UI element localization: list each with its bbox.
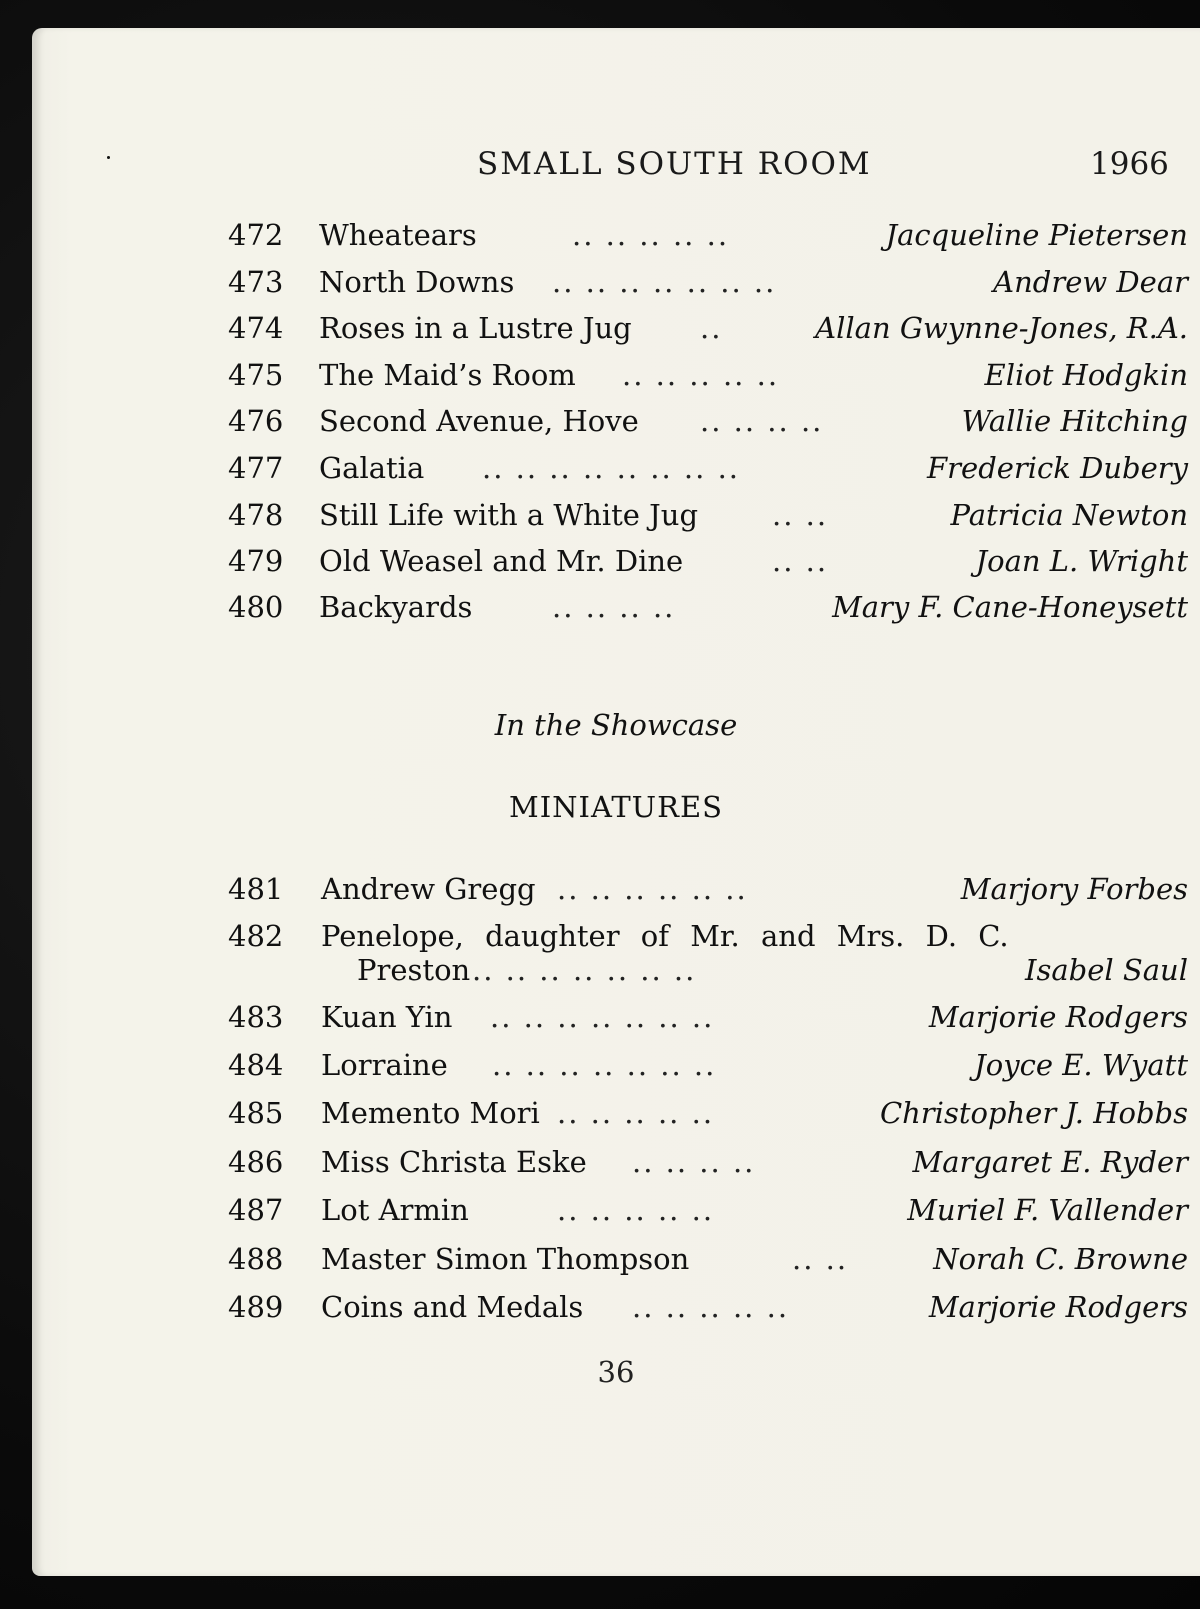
entry-number: 482 bbox=[228, 919, 284, 953]
entry-title: Penelope, daughter of Mr. and Mrs. D. C. bbox=[321, 919, 1009, 953]
catalogue-entry bbox=[32, 404, 1200, 448]
entry-number: 473 bbox=[228, 265, 284, 299]
entry-number: 480 bbox=[228, 590, 284, 624]
catalogue-entry bbox=[32, 451, 1200, 495]
section-heading: MINIATURES bbox=[509, 790, 723, 824]
catalogue-entry bbox=[32, 1048, 1200, 1092]
catalogue-entry bbox=[32, 498, 1200, 542]
entry-title: Roses in a Lustre Jug bbox=[319, 311, 632, 345]
leader-dots: .. .. .. .. .. .. .. bbox=[490, 1000, 715, 1034]
entry-title: Coins and Medals bbox=[321, 1290, 584, 1324]
entry-artist: Mary F. Cane-Honeysett bbox=[832, 590, 1188, 624]
catalogue-entry bbox=[32, 1193, 1200, 1237]
catalogue-entry bbox=[32, 358, 1200, 402]
entry-number: 489 bbox=[228, 1290, 284, 1324]
catalogue-entry bbox=[32, 1000, 1200, 1044]
entry-artist: Christopher J. Hobbs bbox=[879, 1096, 1188, 1130]
entry-title: Backyards bbox=[319, 590, 473, 624]
page-number: 36 bbox=[597, 1355, 635, 1389]
entry-artist: Joyce E. Wyatt bbox=[974, 1048, 1188, 1082]
leader-dots: .. .. bbox=[772, 544, 829, 578]
room-title: SMALL SOUTH ROOM bbox=[477, 146, 872, 182]
catalogue-entry bbox=[32, 1242, 1200, 1286]
entry-number: 474 bbox=[228, 311, 284, 345]
leader-dots: .. .. .. .. bbox=[700, 404, 824, 438]
entry-number: 475 bbox=[228, 358, 284, 392]
catalogue-entry bbox=[32, 1145, 1200, 1189]
entry-number: 476 bbox=[228, 404, 284, 438]
entry-title: Memento Mori bbox=[321, 1096, 540, 1130]
leader-dots: .. .. bbox=[792, 1242, 849, 1276]
entry-artist: Patricia Newton bbox=[950, 498, 1188, 532]
entry-artist: Muriel F. Vallender bbox=[907, 1193, 1188, 1227]
entry-number: 479 bbox=[228, 544, 284, 578]
entry-artist: Isabel Saul bbox=[1025, 953, 1188, 987]
entry-number: 484 bbox=[228, 1048, 284, 1082]
entry-number: 472 bbox=[228, 218, 284, 252]
entry-title: Lot Armin bbox=[321, 1193, 469, 1227]
entry-number: 478 bbox=[228, 498, 284, 532]
entry-artist: Andrew Dear bbox=[993, 265, 1188, 299]
speck-mark bbox=[107, 156, 110, 159]
entry-number: 486 bbox=[228, 1145, 284, 1179]
entry-title: Still Life with a White Jug bbox=[319, 498, 699, 532]
catalogue-entry bbox=[32, 590, 1200, 634]
leader-dots: .. .. .. .. .. bbox=[557, 1096, 715, 1130]
catalogue-entry bbox=[32, 265, 1200, 309]
catalogue-entry bbox=[32, 1096, 1200, 1140]
entry-title: Second Avenue, Hove bbox=[319, 404, 639, 438]
leader-dots: .. .. .. .. .. .. .. .. bbox=[482, 451, 741, 485]
catalogue-entry bbox=[32, 311, 1200, 355]
leader-dots: .. .. .. .. .. .. .. bbox=[492, 1048, 717, 1082]
leader-dots: .. .. .. .. .. bbox=[622, 358, 780, 392]
entry-artist: Norah C. Browne bbox=[933, 1242, 1188, 1276]
entry-artist: Marjorie Rodgers bbox=[928, 1000, 1188, 1034]
entry-artist: Wallie Hitching bbox=[961, 404, 1188, 438]
catalogue-entry-continued bbox=[32, 953, 1200, 997]
entry-artist: Joan L. Wright bbox=[975, 544, 1188, 578]
catalogue-entry bbox=[32, 1290, 1200, 1334]
entry-number: 485 bbox=[228, 1096, 284, 1130]
entry-artist: Frederick Dubery bbox=[927, 451, 1188, 485]
leader-dots: .. .. .. .. bbox=[632, 1145, 756, 1179]
entry-number: 488 bbox=[228, 1242, 284, 1276]
leader-dots: .. .. .. .. .. bbox=[572, 218, 730, 252]
entry-title: Galatia bbox=[319, 451, 425, 485]
entry-title: Andrew Gregg bbox=[321, 872, 536, 906]
entry-artist: Marjorie Rodgers bbox=[928, 1290, 1188, 1324]
entry-artist: Eliot Hodgkin bbox=[984, 358, 1188, 392]
entry-title: North Downs bbox=[319, 265, 515, 299]
leader-dots: .. .. .. .. .. .. .. bbox=[472, 953, 697, 987]
leader-dots: .. bbox=[700, 311, 723, 345]
entry-number: 477 bbox=[228, 451, 284, 485]
leader-dots: .. .. .. .. .. bbox=[632, 1290, 790, 1324]
entry-artist: Margaret E. Ryder bbox=[912, 1145, 1188, 1179]
entry-artist: Marjory Forbes bbox=[960, 872, 1188, 906]
entry-title: The Maid’s Room bbox=[319, 358, 576, 392]
year-label: 1966 bbox=[1090, 146, 1169, 182]
entry-number: 487 bbox=[228, 1193, 284, 1227]
entry-title: Wheatears bbox=[319, 218, 477, 252]
entry-artist: Jacqueline Pietersen bbox=[885, 218, 1188, 252]
entry-number: 481 bbox=[228, 872, 284, 906]
leader-dots: .. .. .. .. bbox=[552, 590, 676, 624]
entry-number: 483 bbox=[228, 1000, 284, 1034]
entry-title: Master Simon Thompson bbox=[321, 1242, 690, 1276]
entry-title-continued: Preston bbox=[357, 953, 471, 987]
leader-dots: .. .. bbox=[772, 498, 829, 532]
entry-title: Lorraine bbox=[321, 1048, 448, 1082]
showcase-heading: In the Showcase bbox=[494, 708, 738, 742]
catalogue-page bbox=[32, 28, 1200, 1576]
catalogue-entry bbox=[32, 218, 1200, 262]
leader-dots: .. .. .. .. .. bbox=[557, 1193, 715, 1227]
entry-title: Miss Christa Eske bbox=[321, 1145, 587, 1179]
entry-artist: Allan Gwynne-Jones, R.A. bbox=[815, 311, 1188, 345]
leader-dots: .. .. .. .. .. .. .. bbox=[552, 265, 777, 299]
catalogue-entry bbox=[32, 872, 1200, 916]
leader-dots: .. .. .. .. .. .. bbox=[557, 872, 748, 906]
catalogue-entry bbox=[32, 544, 1200, 588]
entry-title: Kuan Yin bbox=[321, 1000, 453, 1034]
entry-title: Old Weasel and Mr. Dine bbox=[319, 544, 684, 578]
